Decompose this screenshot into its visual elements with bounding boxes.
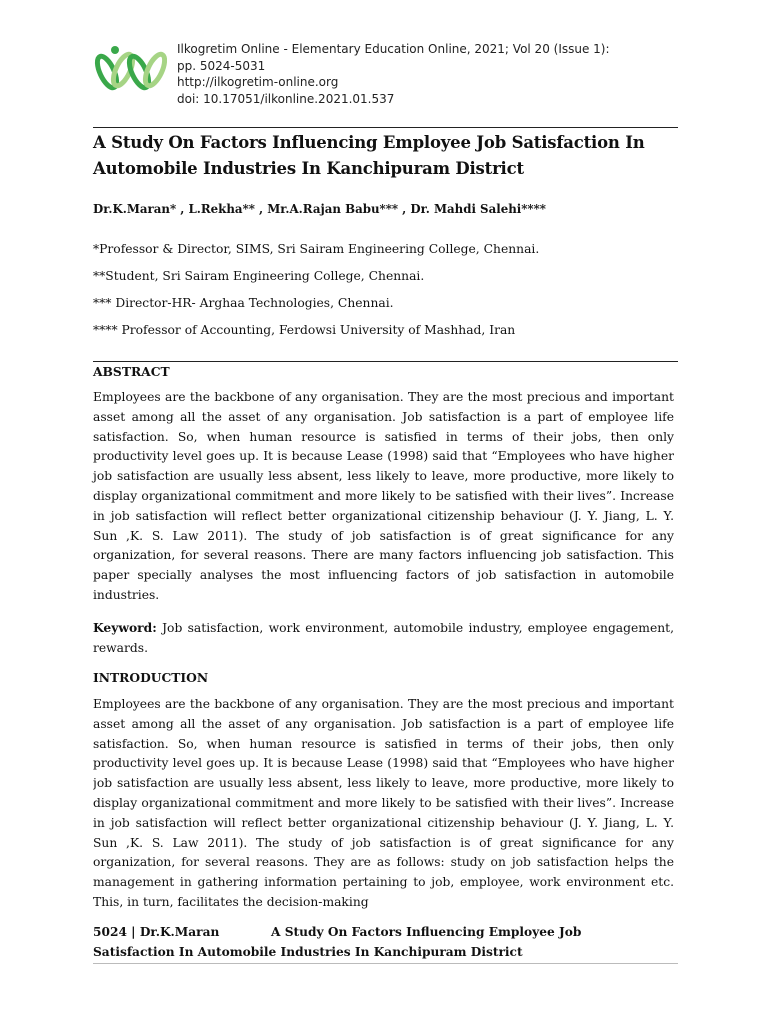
header-divider xyxy=(93,127,678,128)
page-header xyxy=(93,38,678,110)
journal-citation: Ilkogretim Online - Elementary Education Online, 2021; Vol 20 (Issue 1): xyxy=(177,42,610,56)
affiliation-1: *Professor & Director, SIMS, Sri Sairam Engineering College, Chennai. xyxy=(93,242,540,256)
abstract-text: Employees are the backbone of any organisation. They are the most precious and important asset among all the asset of any organisation. Job satisfaction is a part of employee life satisfaction. So, when human resource is satisfied in terms of their jobs, then only productivity level goes up. It is because Lease (1998) said that “Employees who have higher job satisfaction are usually less absent, less likely to leave, more productive, more likely to display organizational commitment and more likely to be satisfied with their lives”. Increase in job satisfaction will reflect better organizational citizenship behaviour (J. Y. Jiang, L. Y. Sun ,K. S. Law 2011). The study of job satisfaction is of great significance for any organization, for several reasons. There are many factors influencing job satisfaction. This paper specially analyses the most influencing factors of job satisfaction in automobile industries. xyxy=(93,390,674,602)
footer-divider xyxy=(93,963,678,964)
introduction-text: Employees are the backbone of any organisation. They are the most precious and important asset among all the asset of any organisation. Job satisfaction is a part of employee life satisfaction. So, when human resource is satisfied in terms of their jobs, then only productivity level goes up. It is because Lease (1998) said that “Employees who have higher job satisfaction are usually less absent, less likely to leave, more productive, more likely to display organizational commitment and more likely to be satisfied with their lives”. Increase in job satisfaction will reflect better organizational citizenship behaviour (J. Y. Jiang, L. Y. Sun ,K. S. Law 2011). The study of job satisfaction is of great significance for any organization, for several reasons. They are as follows: study on job satisfaction helps the management in gathering information pertaining to job, employee, work environment etc. This, in turn, facilitates the decision-making xyxy=(93,697,674,909)
affiliation-4: **** Professor of Accounting, Ferdowsi University of Mashhad, Iran xyxy=(93,323,516,337)
affiliation-2: **Student, Sri Sairam Engineering College, Chennai. xyxy=(93,269,425,283)
keywords-label: Keyword: xyxy=(93,620,157,635)
page-footer xyxy=(93,922,678,962)
author-list: Dr.K.Maran* , L.Rekha** , Mr.A.Rajan Babu*** , Dr. Mahdi Salehi**** xyxy=(93,202,546,216)
affiliation-3: *** Director-HR- Arghaa Technologies, Chennai. xyxy=(93,296,394,310)
paper-title: A Study On Factors Influencing Employee Job Satisfaction In Automobile Industries In Kanchipuram District xyxy=(93,133,645,178)
footer-running-title-1: A Study On Factors Influencing Employee Job xyxy=(271,925,582,939)
journal-doi[interactable]: doi: 10.17051/ilkonline.2021.01.537 xyxy=(177,91,395,106)
footer-running-title-2: Satisfaction In Automobile Industries In Kanchipuram District xyxy=(93,945,523,959)
keywords-text: Job satisfaction, work environment, automobile industry, employee engagement, rewards. xyxy=(93,621,674,655)
ilkogretim-online-logo xyxy=(93,42,167,92)
journal-pages: pp. 5024-5031 xyxy=(177,58,266,73)
abstract-heading: ABSTRACT xyxy=(93,364,170,379)
abstract-divider xyxy=(93,361,678,362)
footer-page-author: 5024 | Dr.K.Maran xyxy=(93,925,220,939)
journal-url[interactable]: http://ilkogretim-online.org xyxy=(177,75,339,89)
introduction-heading: INTRODUCTION xyxy=(93,670,209,685)
keywords xyxy=(93,618,674,659)
journal-info xyxy=(177,41,677,107)
